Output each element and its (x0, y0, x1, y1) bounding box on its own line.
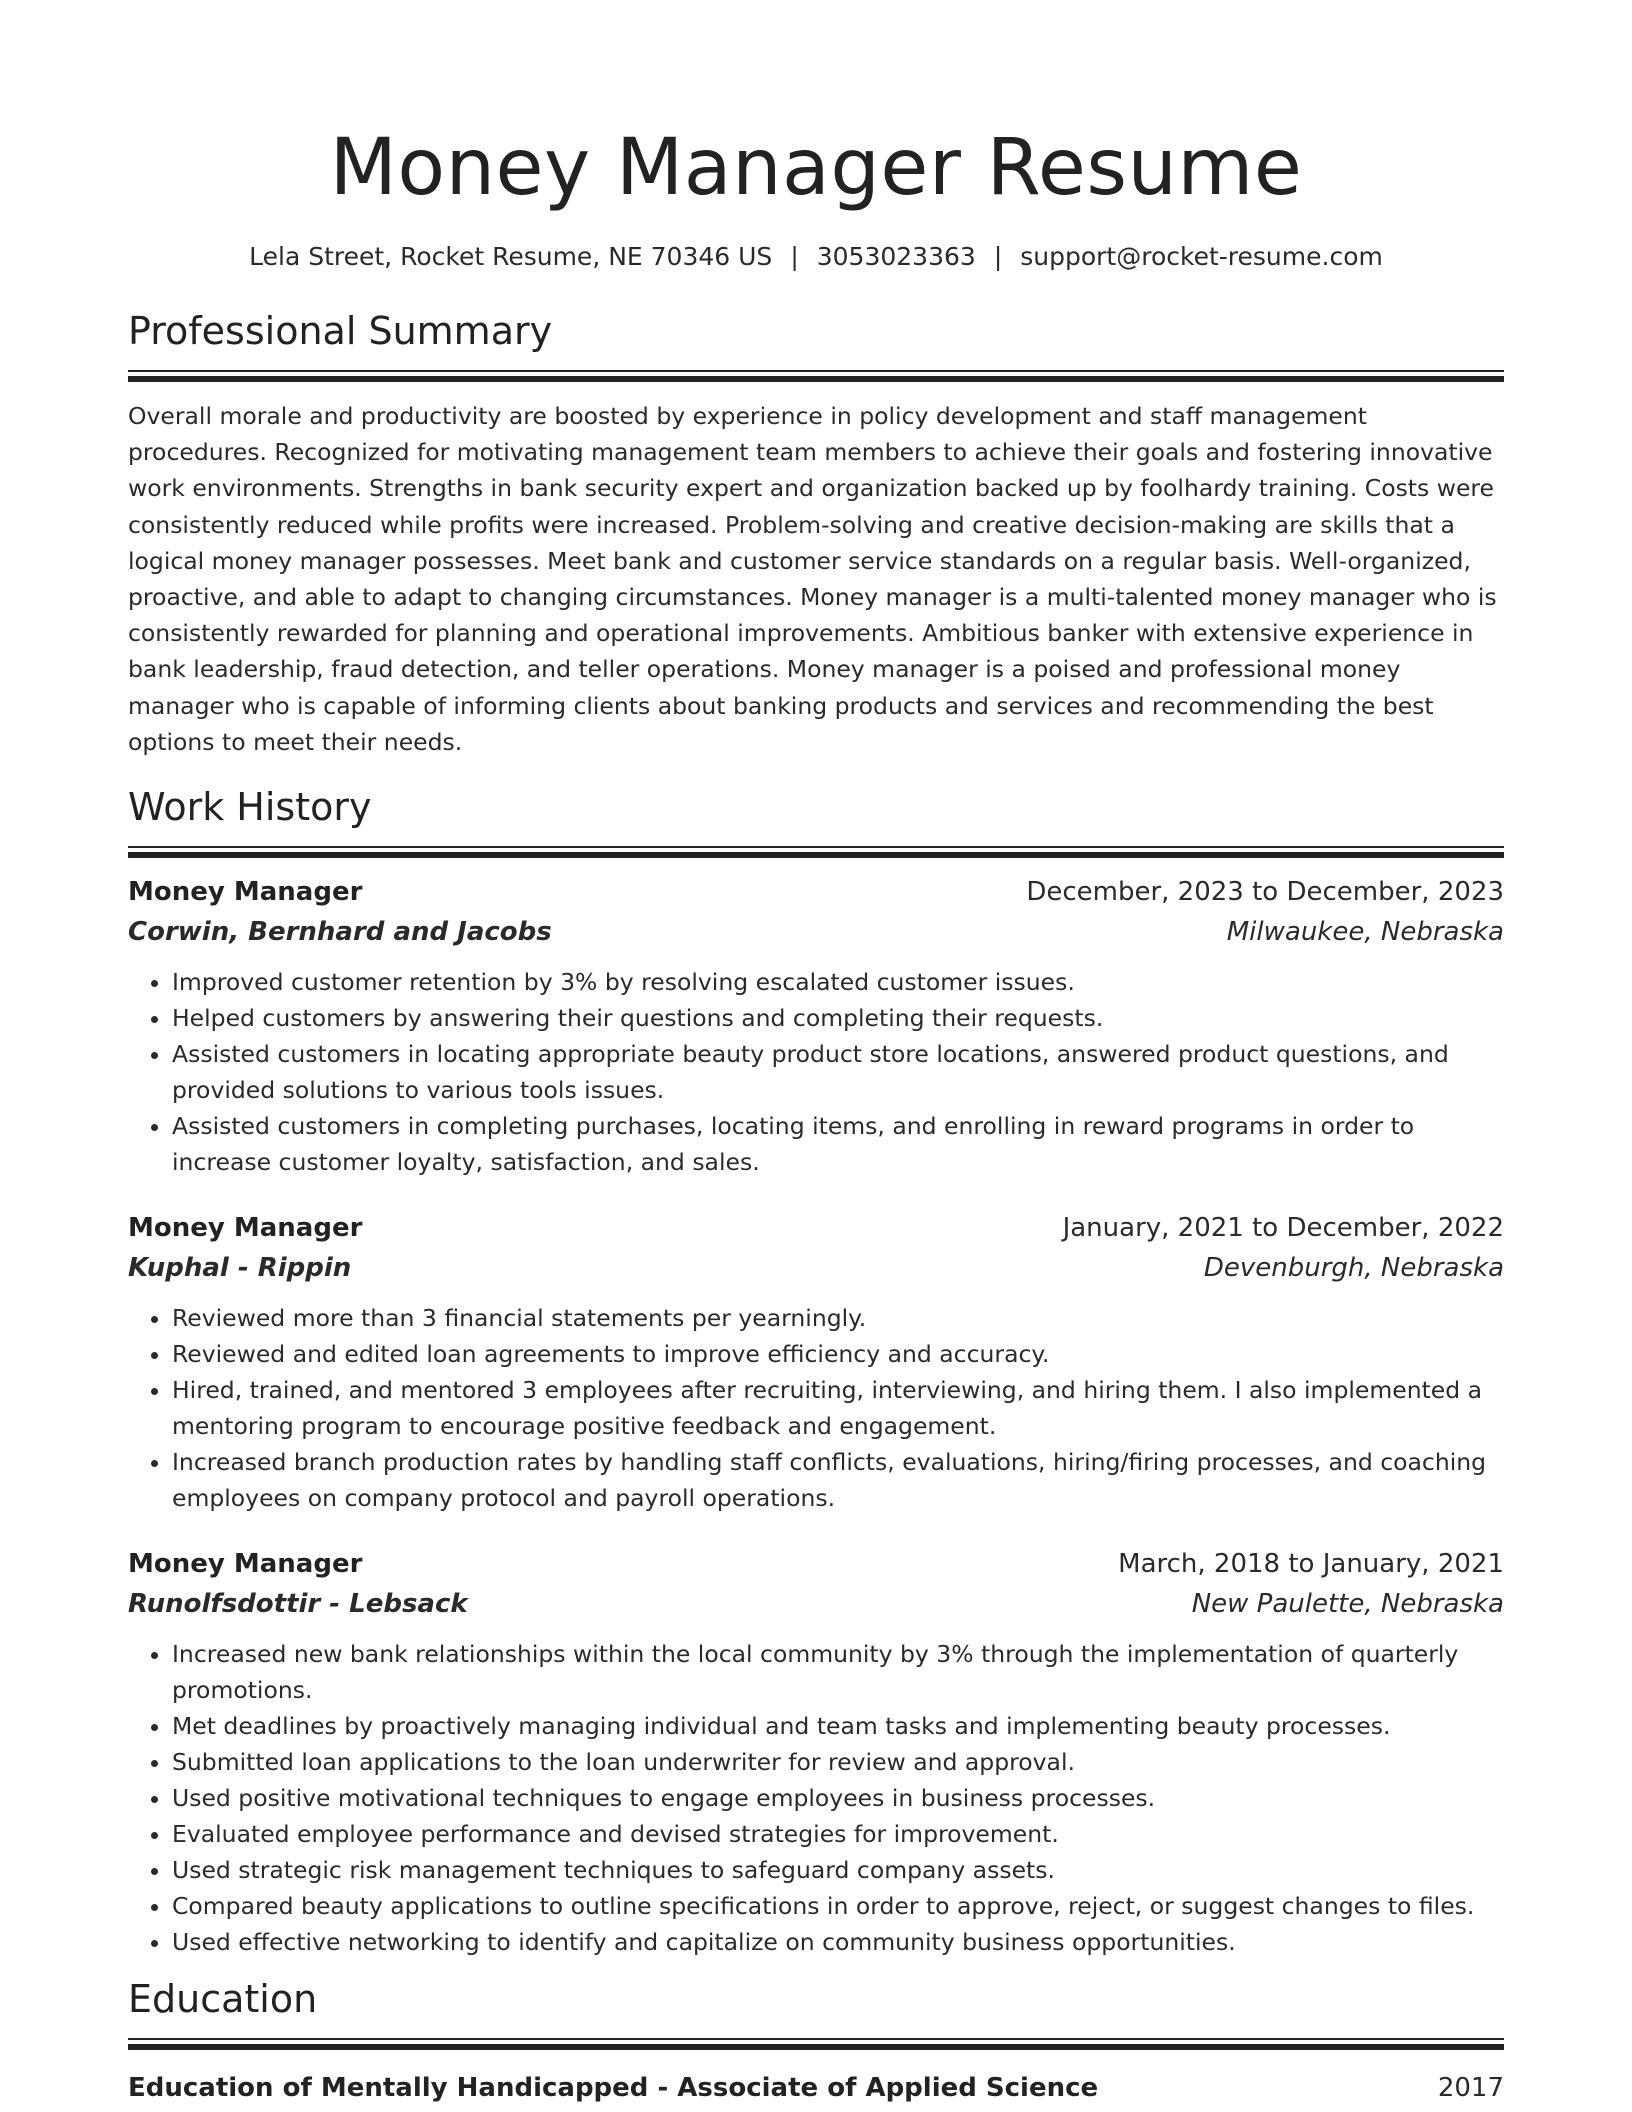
contact-address: Lela Street, Rocket Resume, NE 70346 US (249, 242, 773, 271)
job-company: Runolfsdottir - Lebsack (128, 1589, 468, 1620)
list-item: • Submitted loan applications to the loan underwriter for review and approval. (172, 1744, 1504, 1780)
job-header-row (128, 1544, 1504, 1584)
education-section (128, 1974, 1504, 2108)
job-company: Kuphal - Rippin (128, 1253, 352, 1284)
job-bullets (128, 964, 1504, 1180)
contact-phone: 3053023363 (816, 242, 976, 271)
job-dates: March, 2018 to January, 2021 (1118, 1549, 1504, 1580)
job-dates: December, 2023 to December, 2023 (1026, 877, 1504, 908)
job-company-row (128, 912, 1504, 952)
job-company-row (128, 1248, 1504, 1288)
list-item: • Increased new bank relationships within the local community by 3% through the implementation of quarterly promotions. (172, 1636, 1504, 1708)
job-company: Corwin, Bernhard and Jacobs (128, 917, 552, 948)
contact-separator: | (790, 242, 799, 271)
education-entry (128, 2068, 1504, 2108)
resume-title: Money Manager Resume (329, 123, 1303, 213)
job-title: Money Manager (128, 1549, 363, 1580)
list-item: • Used effective networking to identify and capitalize on community business opportunities. (172, 1924, 1504, 1960)
section-divider (128, 370, 1504, 382)
list-item: • Reviewed and edited loan agreements to improve efficiency and accuracy. (172, 1336, 1504, 1372)
job-entry (128, 872, 1504, 1180)
job-entry (128, 1544, 1504, 1960)
work-history-section (128, 782, 1504, 1960)
list-item: • Assisted customers in locating appropriate beauty product store locations, answered product questions, and provided solutions to various tools issues. (172, 1036, 1504, 1108)
list-item: • Helped customers by answering their questions and completing their requests. (172, 1000, 1504, 1036)
education-heading: Education (128, 1977, 318, 2022)
list-item: • Used positive motivational techniques to engage employees in business processes. (172, 1780, 1504, 1816)
list-item: • Assisted customers in completing purchases, locating items, and enrolling in reward programs in order to increase customer loyalty, satisfaction, and sales. (172, 1108, 1504, 1180)
job-header-row (128, 1208, 1504, 1248)
job-bullets (128, 1636, 1504, 1960)
job-location: Milwaukee, Nebraska (1226, 917, 1504, 948)
section-divider (128, 2038, 1504, 2050)
list-item: • Improved customer retention by 3% by resolving escalated customer issues. (172, 964, 1504, 1000)
summary-section (128, 306, 1504, 760)
job-company-row (128, 1584, 1504, 1624)
contact-email: support@rocket-resume.com (1020, 242, 1383, 271)
list-item: • Evaluated employee performance and devised strategies for improvement. (172, 1816, 1504, 1852)
job-header-row (128, 872, 1504, 912)
section-divider (128, 846, 1504, 858)
list-item: • Compared beauty applications to outline specifications in order to approve, reject, or suggest changes to files. (172, 1888, 1504, 1924)
job-bullets (128, 1300, 1504, 1516)
job-dates: January, 2021 to December, 2022 (1062, 1213, 1504, 1244)
list-item: • Used strategic risk management techniques to safeguard company assets. (172, 1852, 1504, 1888)
job-title: Money Manager (128, 877, 363, 908)
job-location: New Paulette, Nebraska (1191, 1589, 1504, 1620)
job-title: Money Manager (128, 1213, 363, 1244)
summary-text: Overall morale and productivity are boosted by experience in policy development and staff management procedures. Recognized for motivating management team members to achieve their goals and fostering innovative work environments. Strengths in bank security expert and organization backed up by foolhardy training. Costs were consistently reduced while profits were increased. Problem-solving and creative decision-making are skills that a logical money manager possesses. Meet bank and customer service standards on a regular basis. Well-organized, proactive, and able to adapt to changing circumstances. Money manager is a multi-talented money manager who is consistently rewarded for planning and operational improvements. Ambitious banker with extensive experience in bank leadership, fraud detection, and teller operations. Money manager is a poised and professional money manager who is capable of informing clients about banking products and services and recommending the best options to meet their needs. (128, 402, 1497, 756)
list-item: • Reviewed more than 3 financial statements per yearningly. (172, 1300, 1504, 1336)
list-item: • Increased branch production rates by handling staff conflicts, evaluations, hiring/firing processes, and coaching employees on company protocol and payroll operations. (172, 1444, 1504, 1516)
summary-heading: Professional Summary (128, 309, 553, 353)
contact-line (128, 240, 1504, 274)
list-item: • Met deadlines by proactively managing individual and team tasks and implementing beauty processes. (172, 1708, 1504, 1744)
list-item: • Hired, trained, and mentored 3 employees after recruiting, interviewing, and hiring them. I also implemented a mentoring program to encourage positive feedback and engagement. (172, 1372, 1504, 1444)
job-location: Devenburgh, Nebraska (1203, 1253, 1504, 1284)
contact-separator: | (993, 242, 1003, 271)
education-year: 2017 (1437, 2073, 1504, 2104)
work-history-heading: Work History (128, 785, 372, 830)
education-degree: Education of Mentally Handicapped - Associate of Applied Science (128, 2073, 1099, 2104)
job-entry (128, 1208, 1504, 1516)
